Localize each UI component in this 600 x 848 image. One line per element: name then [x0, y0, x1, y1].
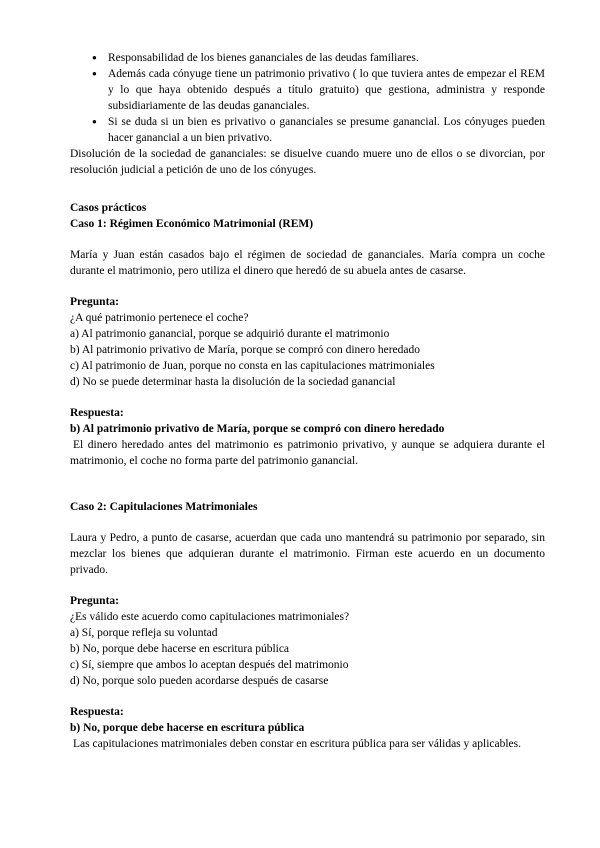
case2-option-b: b) No, porque debe hacerse en escritura pública [70, 643, 290, 655]
bullet-item [70, 66, 545, 114]
case2-explanation: Las capitulaciones matrimoniales deben constar en escritura pública para ser válidas y aplicables. [73, 738, 522, 750]
case1-heading: Caso 1: Régimen Económico Matrimonial (REM) [70, 218, 314, 230]
case1-intro: María y Juan están casados bajo el régimen de sociedad de gananciales. María compra un coche durante el matrimonio, pero utiliza el dinero que heredó de su abuela antes de casarse. [70, 249, 545, 277]
case1-answer: b) Al patrimonio privativo de María, porque se compró con dinero heredado [70, 423, 445, 435]
bullet-text: Responsabilidad de los bienes gananciales de las deudas familiares. [108, 52, 419, 64]
case2-option-a: a) Sí, porque refleja su voluntad [70, 627, 218, 639]
bullet-text: Si se duda si un bien es privativo o gananciales se presume ganancial. Los cónyuges pueden hacer ganancial a un bien privativo. [108, 116, 545, 144]
bullet-list [70, 50, 545, 146]
case1-option-d: d) No se puede determinar hasta la disolución de la sociedad ganancial [70, 376, 396, 388]
case1-answer-label: Respuesta: [70, 407, 124, 419]
case2-answer-label: Respuesta: [70, 706, 124, 718]
bullet-item [70, 50, 545, 66]
case2-question: ¿Es válido este acuerdo como capitulaciones matrimoniales? [70, 611, 350, 623]
case2-option-c: c) Sí, siempre que ambos lo aceptan después del matrimonio [70, 659, 349, 671]
case1-option-c: c) Al patrimonio de Juan, porque no consta en las capitulaciones matrimoniales [70, 360, 435, 372]
case1-option-b: b) Al patrimonio privativo de María, porque se compró con dinero heredado [70, 344, 421, 356]
case1-explanation: El dinero heredado antes del matrimonio es patrimonio privativo, y aunque se adquiera durante el matrimonio, el coche no forma parte del patrimonio ganancial. [70, 439, 545, 467]
case1-option-a: a) Al patrimonio ganancial, porque se adquirió durante el matrimonio [70, 328, 390, 340]
case2-heading: Caso 2: Capitulaciones Matrimoniales [70, 501, 258, 513]
case1-question: ¿A qué patrimonio pertenece el coche? [70, 312, 249, 324]
bullet-item [70, 114, 545, 146]
case2-question-label: Pregunta: [70, 595, 119, 607]
bullet-icon: ● [92, 69, 97, 78]
bullet-icon: ● [92, 53, 97, 62]
case2-option-d: d) No, porque solo pueden acordarse después de casarse [70, 675, 329, 687]
case2-answer: b) No, porque debe hacerse en escritura pública [70, 722, 305, 734]
case2-intro: Laura y Pedro, a punto de casarse, acuerdan que cada uno mantendrá su patrimonio por separado, sin mezclar los bienes que adquieran durante el matrimonio. Firman este acuerdo en un documento privado. [70, 532, 545, 576]
dissolution-paragraph: Disolución de la sociedad de gananciales: se disuelve cuando muere uno de ellos o se divorcian, por resolución judicial a petición de uno de los cónyuges. [70, 148, 545, 176]
case1-question-label: Pregunta: [70, 296, 119, 308]
bullet-text: Además cada cónyuge tiene un patrimonio privativo ( lo que tuviera antes de empezar el REM y lo que haya obtenido después a título gratuito) que gestiona, administra y responde subsidiariamente de las deudas gananciales. [108, 68, 545, 112]
section-heading: Casos prácticos [70, 202, 147, 214]
bullet-icon: ● [92, 117, 97, 126]
